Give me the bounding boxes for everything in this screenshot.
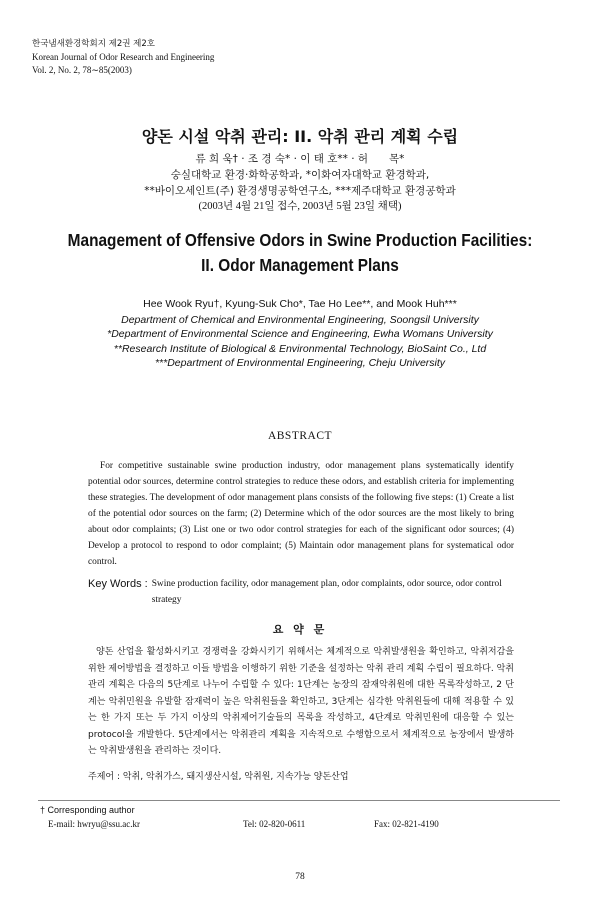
korean-dates: (2003년 4월 21일 접수, 2003년 5월 23일 채택) — [198, 201, 402, 212]
volume-info: Vol. 2, No. 2, 78∼85(2003) — [32, 65, 132, 75]
journal-name-english: Korean Journal of Odor Research and Engineering — [32, 52, 215, 62]
english-affiliation-3: **Research Institute of Biological & Environmental Technology, BioSaint Co., Ltd — [113, 342, 487, 355]
english-title-line-1: Management of Offensive Odors in Swine Production Facilities: — [67, 230, 533, 250]
english-title-line-2: II. Odor Management Plans — [201, 255, 399, 275]
english-affiliation-2: *Department of Environmental Science and Engineering, Ewha Womans University — [107, 328, 493, 340]
korean-affiliation-2: **바이오세인트(주) 환경생명공학연구소, ***제주대학교 환경공학과 — [144, 185, 456, 197]
keywords-text: Swine production facility, odor management plan, odor complaints, odor source, odor control strategy — [151, 579, 502, 605]
english-affiliation-1: Department of Chemical and Environmental Engineering, Soongsil University — [121, 313, 479, 326]
english-affiliation-4: ***Department of Environmental Engineering, Cheju University — [154, 357, 446, 369]
korean-title: 양돈 시설 악취 관리: II. 악취 관리 계획 수립 — [141, 127, 459, 146]
korean-abstract-text: 양돈 산업을 활성화시키고 경쟁력을 강화시키기 위해서는 체계적으로 악취발생원을 확인하고, 악취저감을 위한 제어방법을 결정하고 이들 방법을 이행하기 위한 기준을 설정하는 악취 관리 계획 수립이 필요하다. 악취관리 계획은 다음의 5단계로 나누어 수립할 수 있다: 1단계는 농장의 잠재악취원에 대한 목록작성하고, 2 단계는 악취민원을 유발할 잠재력이 높은 악취원들을 확인하고, 3단계는 심각한 악취원들에 대해 적용할 수 있는 한 가지 또는 두 가지 이상의 악취제어기술들의 목록을 작성하고, 4단계로 악취민원에 대응할 수 있는 protocol을 개발한다. 5단계에서는 악취관리 계획을 지속적으로 수행함으로서 체계적으로 농장에서 발생하는 악취발생원을 관리하는 것이다. — [88, 647, 514, 756]
contact-info — [48, 818, 518, 831]
korean-abstract-heading: 요 약 문 — [272, 623, 328, 636]
page-number: 78 — [295, 871, 305, 882]
footnote-divider — [38, 800, 560, 801]
journal-name-korean: 한국냄새환경학회지 제2권 제2호 — [32, 39, 155, 49]
korean-affiliation-1: 숭실대학교 환경·화학공학과, *이화여자대학교 환경학과, — [170, 169, 430, 181]
korean-keywords: 주제어 : 악취, 악취가스, 돼지생산시설, 악취원, 지속가능 양돈산업 — [88, 771, 349, 782]
abstract-heading: ABSTRACT — [267, 430, 333, 442]
telephone: Tel: 02-820-0611 — [243, 818, 306, 829]
abstract-text: For competitive sustainable swine production industry, odor management plans systematically identify potential odor sources, determine control strategies to reduce these odors, and establish criteria for implementing these strategies. The development of odor management plans consists of the following five steps: (1) Create a list of the potential odor sources on the farm; (2) Determine which of the odor sources are the most likely to bring about odor complaints; (3) List one or two odor control strategies for each of the significant odor sources; (4) Develop a protocol to respond to odor complaint; (5) Maintain odor management plans for systematical odor control. — [88, 461, 514, 567]
email: E-mail: hwryu@ssu.ac.kr — [48, 818, 141, 829]
fax: Fax: 02-821-4190 — [374, 818, 439, 829]
korean-authors: 류 희 욱† · 조 경 숙* · 이 태 호** · 허 목* — [195, 153, 405, 165]
keywords — [88, 576, 514, 608]
english-authors: Hee Wook Ryu†, Kyung-Suk Cho*, Tae Ho Lee**, and Mook Huh*** — [143, 298, 457, 310]
corresponding-author-label: † Corresponding author — [40, 804, 135, 815]
keywords-label: Key Words : — [88, 578, 148, 590]
